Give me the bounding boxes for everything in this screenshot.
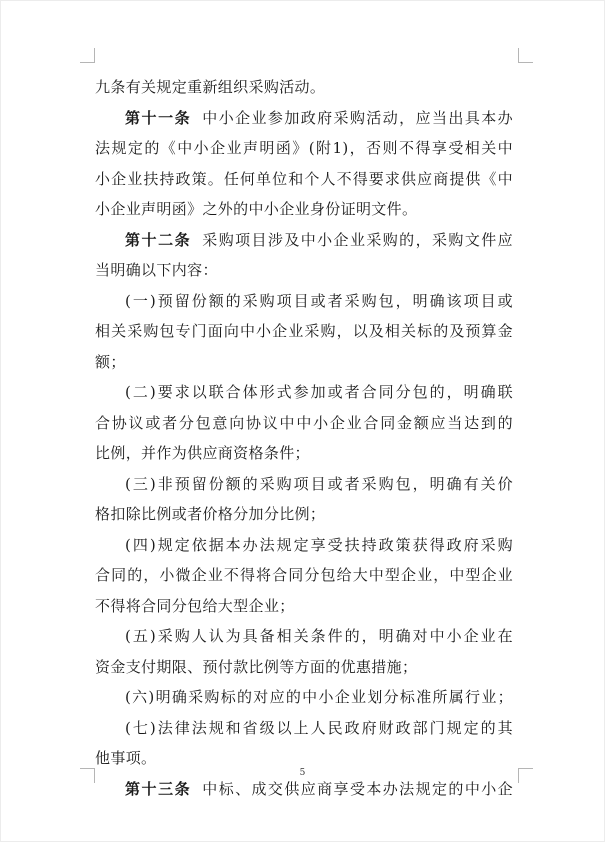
text-line: 他事项。 bbox=[95, 749, 157, 767]
text-line: 九条有关规定重新组织采购活动。 bbox=[95, 78, 326, 96]
list-item-4: (四)规定依据本办法规定享受扶持政策获得政府采购 bbox=[125, 535, 513, 554]
list-item-6: (六)明确采购标的对应的中小企业划分标准所属行业； bbox=[125, 688, 513, 706]
crop-mark-top-right bbox=[518, 48, 533, 63]
page-number: 5 bbox=[299, 768, 306, 778]
text-segment: 中标、成交供应商享受本办法规定的中小企 bbox=[201, 779, 513, 798]
text-line: 小企业扶持政策。任何单位和个人不得要求供应商提供《中 bbox=[95, 169, 513, 188]
text-line: 不得将合同分包给大型企业； bbox=[95, 596, 295, 615]
text-segment: 中小企业参加政府采购活动，应当出具本办 bbox=[201, 108, 513, 127]
article-heading: 第十三条 bbox=[125, 779, 192, 798]
text-line: 比例，并作为供应商资格条件； bbox=[95, 444, 310, 462]
text-line: 额； bbox=[95, 352, 126, 371]
text-line: 合同的，小微企业不得将合同分包给大中型企业，中型企业 bbox=[95, 566, 513, 584]
text-line: 相关采购包专门面向中小企业采购，以及相关标的及预算金 bbox=[95, 322, 513, 340]
article-13-line bbox=[95, 774, 513, 805]
article-heading: 第十二条 bbox=[125, 230, 192, 249]
text-line: 当明确以下内容： bbox=[95, 261, 218, 279]
list-item-3: (三)非预留份额的采购项目或者采购包，明确有关价 bbox=[125, 474, 513, 493]
text-line: 资金支付期限、预付款比例等方面的优惠措施； bbox=[95, 657, 418, 676]
text-line: 合协议或者分包意向协议中中小企业合同金额应当达到的 bbox=[95, 413, 513, 432]
article-heading: 第十一条 bbox=[125, 108, 192, 127]
list-item-1: (一)预留份额的采购项目或者采购包，明确该项目或 bbox=[125, 291, 513, 310]
crop-mark-top-left bbox=[80, 48, 95, 63]
text-line: 格扣除比例或者价格分加分比例； bbox=[95, 505, 326, 523]
text-line: 法规定的《中小企业声明函》(附1)，否则不得享受相关中 bbox=[95, 139, 513, 157]
article-12-line bbox=[95, 225, 513, 256]
list-item-2: (二)要求以联合体形式参加或者合同分包的，明确联 bbox=[125, 383, 513, 401]
list-item-5: (五)采购人认为具备相关条件的，明确对中小企业在 bbox=[125, 627, 513, 645]
page-body bbox=[95, 72, 513, 804]
list-item-7: (七)法律法规和省级以上人民政府财政部门规定的其 bbox=[125, 718, 513, 737]
text-segment: 采购项目涉及中小企业采购的，采购文件应 bbox=[201, 230, 513, 249]
article-11-line bbox=[95, 103, 513, 134]
text-line: 小企业声明函》之外的中小企业身份证明文件。 bbox=[95, 200, 418, 218]
